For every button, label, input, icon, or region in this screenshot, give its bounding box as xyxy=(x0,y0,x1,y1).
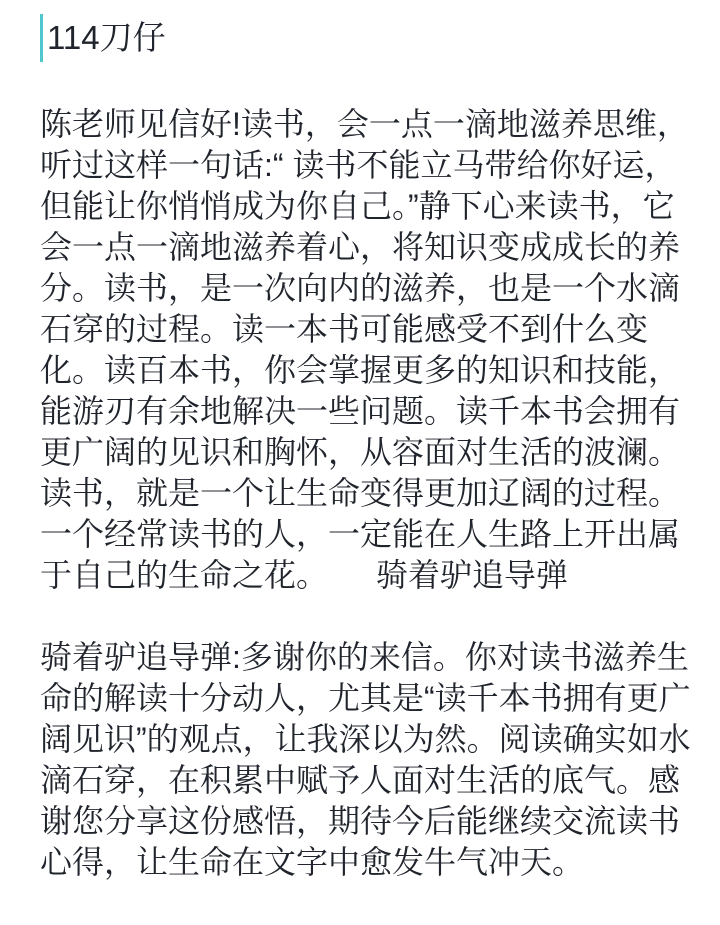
note-title[interactable]: 114刀仔 xyxy=(47,19,166,57)
title-row xyxy=(40,12,694,64)
letter-body-paragraph[interactable]: 陈老师见信好!读书，会一点一滴地滋养思维，听过这样一句话:“ 读书不能立马带给你好运，但能让你悄悄成为你自己。”静下心来读书，它会一点一滴地滋养着心，将知识变成成长的养分。读书，是一次向内的滋养，也是一个水滴石穿的过程。读一本书可能感受不到什么变化。读百本书，你会掌握更多的知识和技能，能游刃有余地解决一些问题。读千本书会拥有更广阔的见识和胸怀，从容面对生活的波澜。读书，就是一个让生命变得更加辽阔的过程。一个经常读书的人，一定能在人生路上开出属于自己的生命之花。 骑着驴追导弹 xyxy=(40,106,689,593)
reply-paragraph[interactable]: 骑着驴追导弹:多谢你的来信。你对读书滋养生命的解读十分动人，尤其是“读千本书拥有更广阔见识”的观点，让我深以为然。阅读确实如水滴石穿，在积累中赋予人面对生活的底气。感谢您分享这份感悟，期待今后能继续交流读书心得，让生命在文字中愈发牛气冲天。 xyxy=(40,639,691,880)
text-cursor-caret xyxy=(40,14,43,62)
